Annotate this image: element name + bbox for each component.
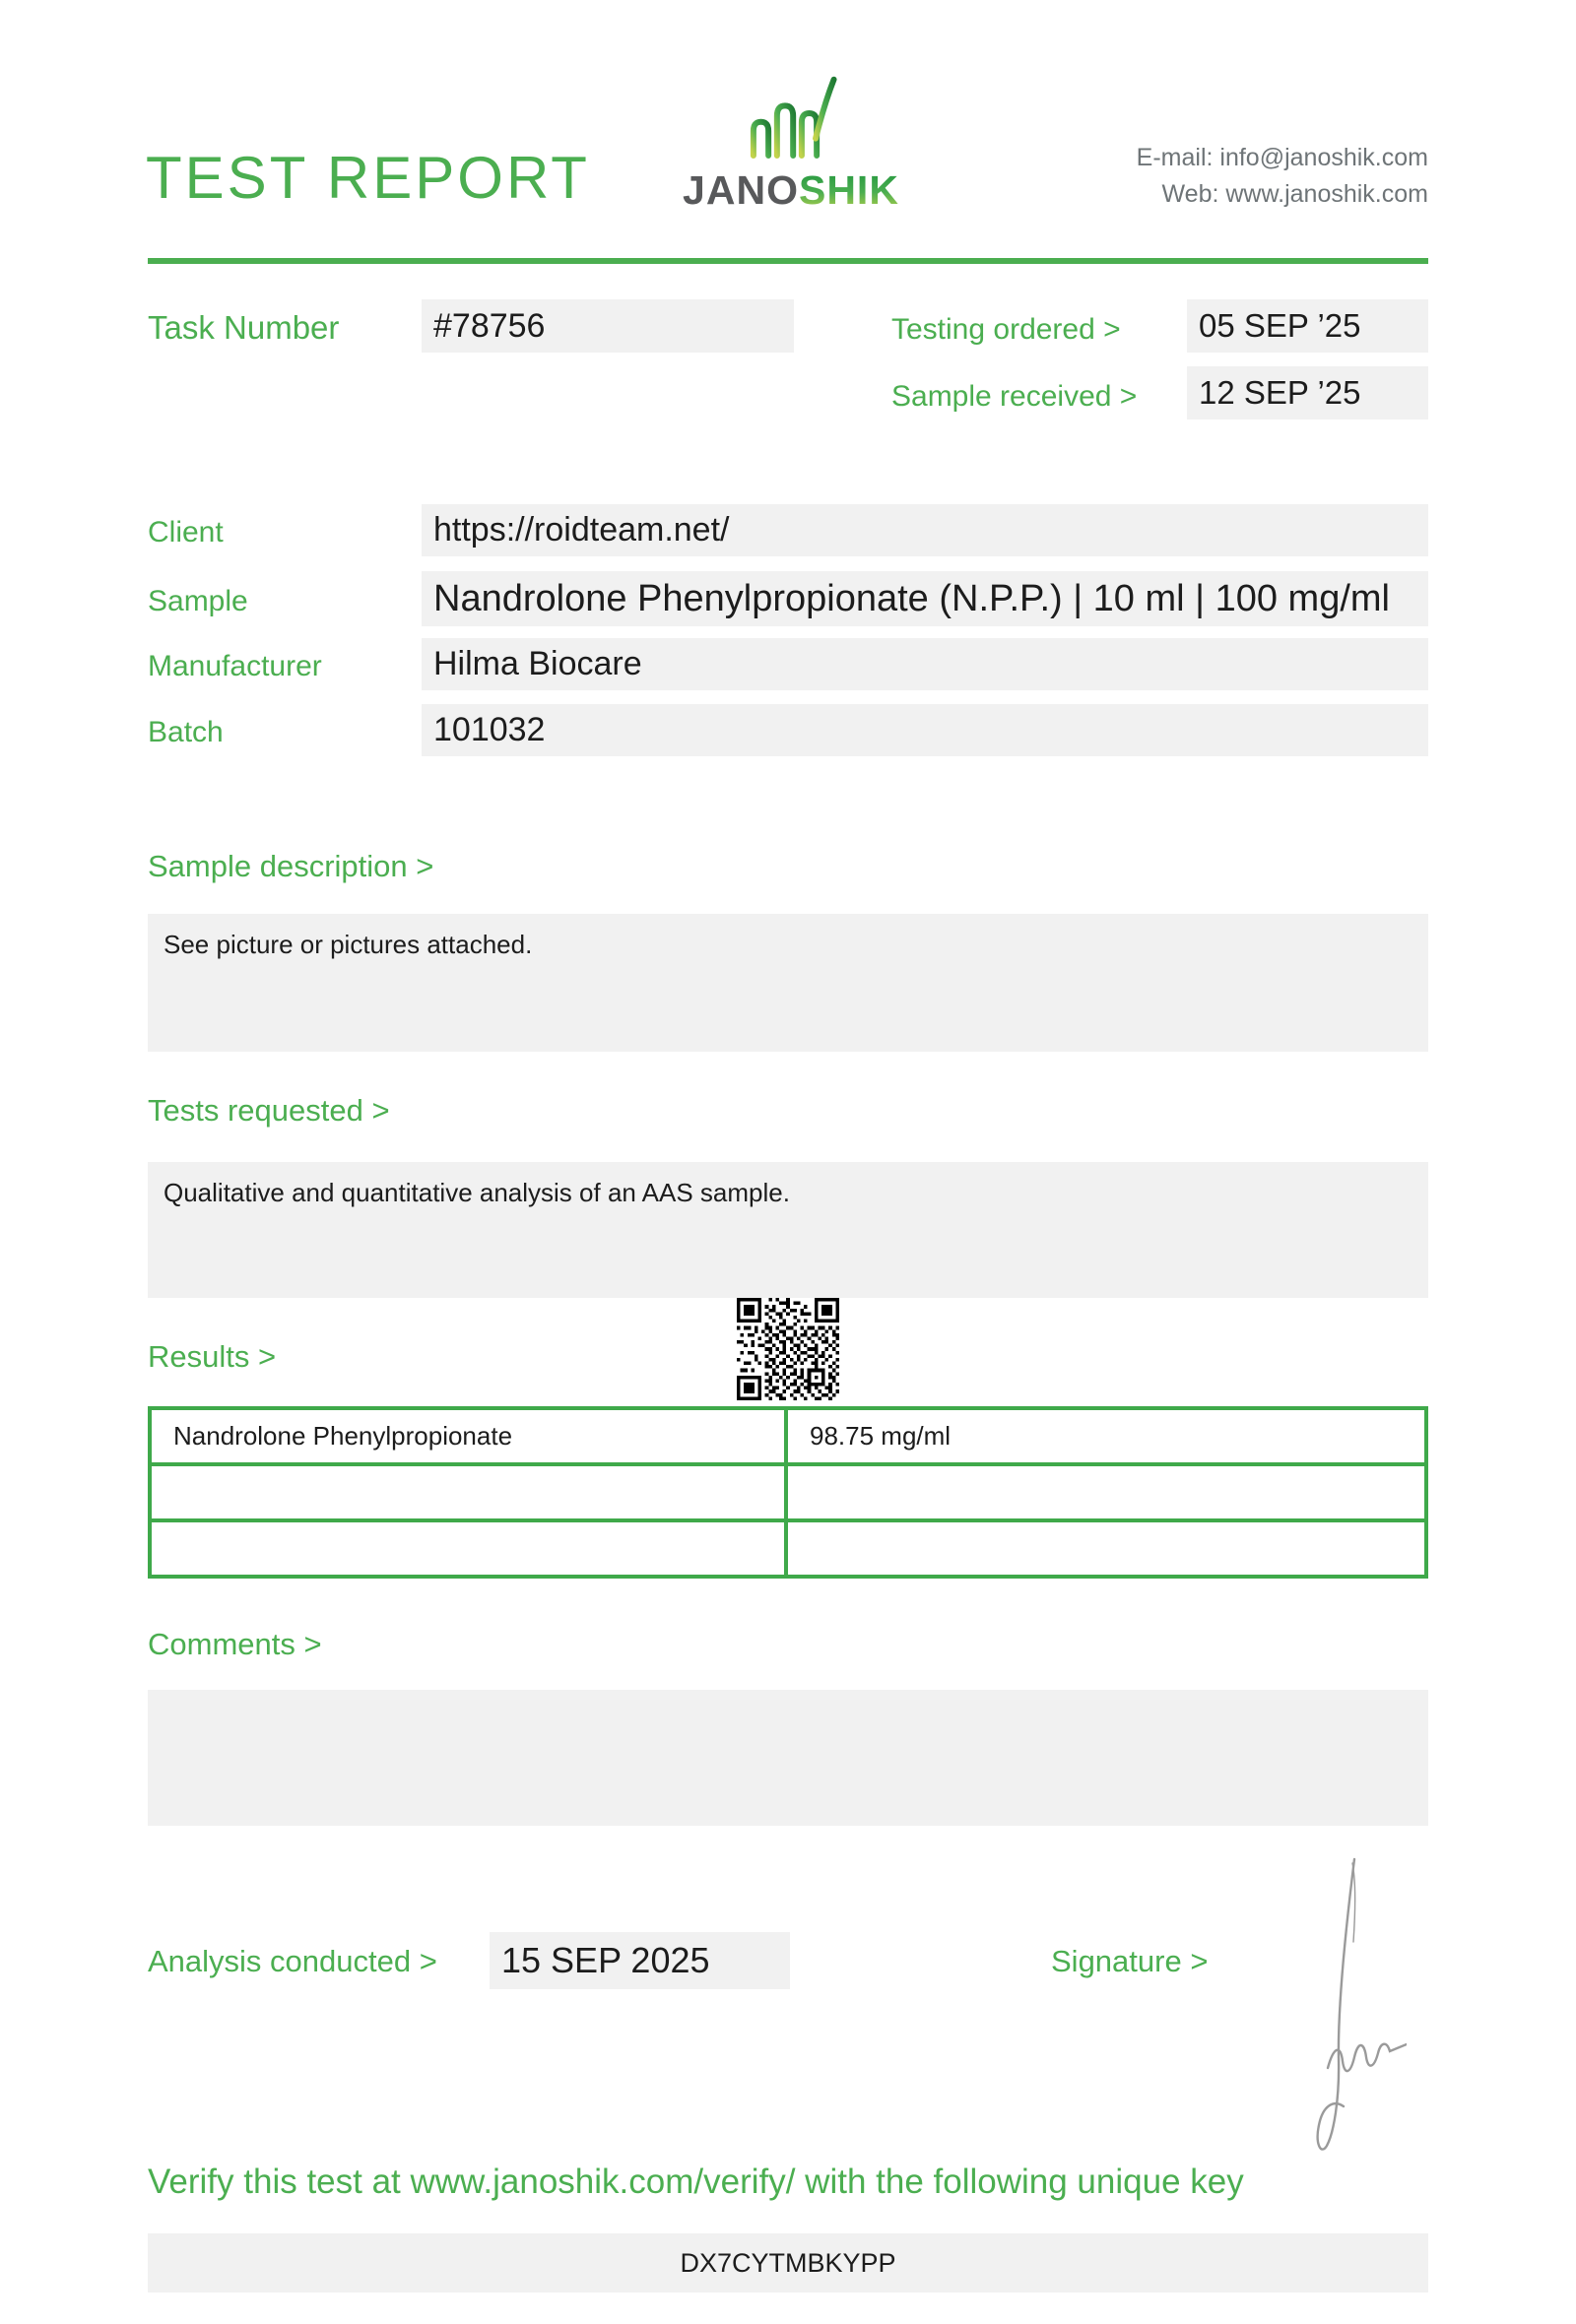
result-value-cell bbox=[788, 1466, 1424, 1518]
testing-ordered-value: 05 SEP ’25 bbox=[1187, 299, 1428, 353]
batch-label: Batch bbox=[148, 716, 224, 748]
sample-received-label: Sample received > bbox=[891, 380, 1138, 413]
sample-label: Sample bbox=[148, 585, 248, 617]
sample-description-text: See picture or pictures attached. bbox=[164, 930, 533, 959]
task-number-label: Task Number bbox=[148, 309, 340, 346]
results-heading: Results > bbox=[148, 1339, 277, 1374]
tests-requested-box bbox=[148, 1162, 1428, 1298]
manufacturer-label: Manufacturer bbox=[148, 650, 322, 682]
result-value-cell: 98.75 mg/ml bbox=[810, 1421, 952, 1451]
sample-description-heading: Sample description > bbox=[148, 849, 434, 883]
sample-value: Nandrolone Phenylpropionate (N.P.P.) | 10 ml | 100 mg/ml bbox=[422, 571, 1428, 626]
tests-requested-text: Qualitative and quantitative analysis of an AAS sample. bbox=[164, 1178, 790, 1207]
logo-wordmark bbox=[680, 167, 902, 214]
analysis-conducted-label: Analysis conducted > bbox=[148, 1944, 437, 1978]
comments-heading: Comments > bbox=[148, 1627, 322, 1661]
header-divider bbox=[148, 258, 1428, 264]
qr-code bbox=[737, 1298, 839, 1400]
contact-email: E-mail: info@janoshik.com bbox=[1136, 144, 1428, 171]
table-row bbox=[152, 1462, 1424, 1518]
table-row bbox=[152, 1410, 1424, 1462]
client-label: Client bbox=[148, 516, 224, 549]
batch-value: 101032 bbox=[422, 704, 1428, 756]
testing-ordered-label: Testing ordered > bbox=[891, 313, 1121, 346]
logo-shik: SHIK bbox=[798, 167, 899, 213]
tests-requested-heading: Tests requested > bbox=[148, 1093, 390, 1128]
client-value: https://roidteam.net/ bbox=[422, 504, 1428, 556]
contact-web: Web: www.janoshik.com bbox=[1161, 180, 1428, 208]
signature-image bbox=[1259, 1853, 1407, 2168]
sample-description-box bbox=[148, 914, 1428, 1052]
comments-box bbox=[148, 1690, 1428, 1826]
logo-chart-icon bbox=[737, 71, 845, 167]
signature-label: Signature > bbox=[1051, 1944, 1209, 1978]
result-name-cell bbox=[152, 1466, 788, 1518]
contact-block bbox=[1137, 140, 1428, 213]
table-row bbox=[152, 1518, 1424, 1575]
task-number-value: #78756 bbox=[422, 299, 794, 353]
result-name-cell bbox=[152, 1522, 788, 1575]
verify-instruction: Verify this test at www.janoshik.com/verify/ with the following unique key bbox=[148, 2163, 1244, 2201]
results-table bbox=[148, 1406, 1428, 1579]
result-name-cell: Nandrolone Phenylpropionate bbox=[152, 1410, 788, 1462]
logo-jano: JANO bbox=[683, 167, 799, 213]
result-value-cell bbox=[788, 1522, 1424, 1575]
manufacturer-value: Hilma Biocare bbox=[422, 638, 1428, 690]
verify-key: DX7CYTMBKYPP bbox=[680, 2247, 896, 2278]
sample-received-value: 12 SEP ’25 bbox=[1187, 366, 1428, 420]
verify-key-box bbox=[148, 2233, 1428, 2292]
page-title: TEST REPORT bbox=[146, 145, 590, 211]
analysis-date-value: 15 SEP 2025 bbox=[490, 1932, 790, 1989]
